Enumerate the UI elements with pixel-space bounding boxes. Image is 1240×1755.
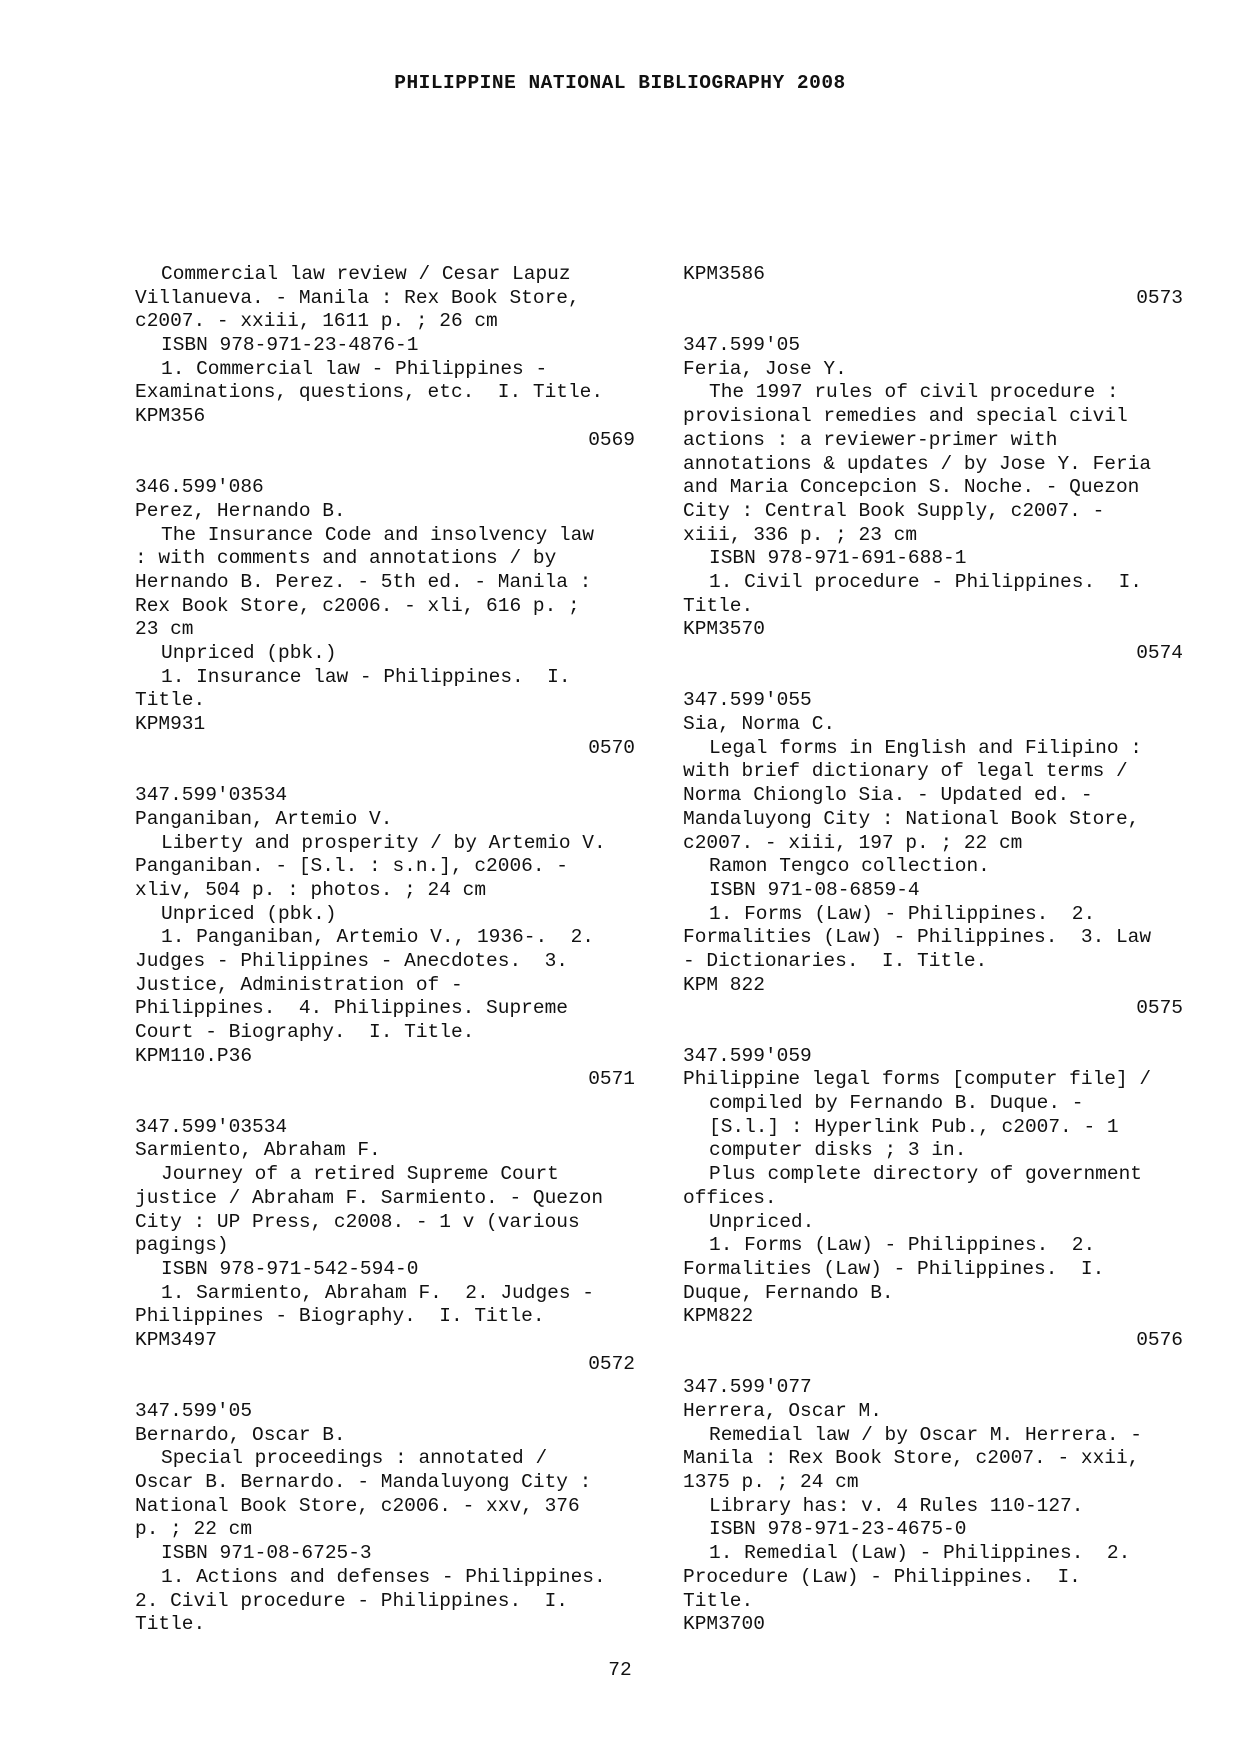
entry-line: KPM3700 bbox=[683, 1613, 765, 1636]
entry-spacer bbox=[135, 760, 635, 784]
entry-line: xiii, 336 p. ; 23 cm bbox=[683, 523, 918, 546]
entry-line: Bernardo, Oscar B. bbox=[135, 1423, 346, 1446]
entry-line: Title. bbox=[135, 689, 206, 712]
entry-line: - Dictionaries. I. Title. bbox=[683, 949, 988, 972]
entry-line: Panganiban. - [S.l. : s.n.], c2006. - bbox=[135, 855, 568, 878]
entry-line: Duque, Fernando B. bbox=[683, 1281, 894, 1304]
entry-line: Remedial law / by Oscar M. Herrera. - bbox=[709, 1423, 1142, 1446]
entry-spacer bbox=[135, 1376, 635, 1400]
entry-line: 1. Insurance law - Philippines. I. bbox=[161, 665, 571, 688]
entry-line: Mandaluyong City : National Book Store, bbox=[683, 807, 1140, 830]
entry-line: Unpriced (pbk.) bbox=[161, 902, 337, 925]
entry-line: Herrera, Oscar M. bbox=[683, 1400, 882, 1422]
entry-number: 0573 bbox=[1136, 286, 1183, 309]
entry-line: 347.599'055 bbox=[683, 689, 812, 712]
entry-line: 347.599'05 bbox=[683, 334, 801, 357]
entry-line: Judges - Philippines - Anecdotes. 3. bbox=[135, 949, 568, 972]
entry-line: [S.l.] : Hyperlink Pub., c2007. - 1 bbox=[709, 1115, 1119, 1138]
entry-line: City : Central Book Supply, c2007. - bbox=[683, 499, 1105, 522]
entry-line: 1. Actions and defenses - Philippines. bbox=[161, 1565, 606, 1588]
entry-number: 0570 bbox=[588, 736, 635, 759]
entry-line: actions : a reviewer-primer with bbox=[683, 428, 1058, 451]
entry-line: Court - Biography. I. Title. bbox=[135, 1021, 475, 1043]
entry-line: Journey of a retired Supreme Court bbox=[161, 1163, 559, 1186]
entry-line: KPM3570 bbox=[683, 618, 765, 641]
entry-line: Rex Book Store, c2006. - xli, 616 p. ; bbox=[135, 594, 580, 617]
entry-line: Oscar B. Bernardo. - Mandaluyong City : bbox=[135, 1471, 592, 1494]
entry-line: Perez, Hernando B. bbox=[135, 499, 346, 522]
bibliography-column-left bbox=[135, 263, 635, 1637]
entry-line: ISBN 971-08-6859-4 bbox=[709, 878, 920, 901]
entry-line: 1. Civil procedure - Philippines. I. bbox=[709, 570, 1142, 593]
entry-line: KPM822 bbox=[683, 1305, 754, 1328]
entry-line: National Book Store, c2006. - xxv, 376 bbox=[135, 1494, 580, 1517]
entry-line: Philippines - Biography. I. Title. bbox=[135, 1305, 545, 1328]
entry-line: Philippines. 4. Philippines. Supreme bbox=[135, 997, 568, 1020]
entry-line: offices. bbox=[683, 1186, 777, 1209]
entry-line: ISBN 971-08-6725-3 bbox=[161, 1542, 372, 1565]
entry-line: Liberty and prosperity / by Artemio V. bbox=[161, 831, 606, 854]
entry-number: 0574 bbox=[1136, 642, 1183, 664]
entry-line: Procedure (Law) - Philippines. I. bbox=[683, 1565, 1081, 1588]
entry-line: Ramon Tengco collection. bbox=[709, 855, 990, 878]
entry-spacer bbox=[135, 1092, 635, 1116]
entry-line: 23 cm bbox=[135, 618, 194, 641]
entry-line: KPM3586 bbox=[683, 263, 765, 285]
page-number: 72 bbox=[608, 1659, 632, 1681]
entry-line: The Insurance Code and insolvency law bbox=[161, 523, 594, 546]
entry-number: 0572 bbox=[588, 1352, 635, 1375]
entry-line: pagings) bbox=[135, 1234, 229, 1257]
entry-line: Manila : Rex Book Store, c2007. - xxii, bbox=[683, 1447, 1140, 1470]
entry-spacer bbox=[683, 310, 1183, 334]
entry-line: 2. Civil procedure - Philippines. I. bbox=[135, 1589, 568, 1612]
entry-line: 347.599'059 bbox=[683, 1044, 812, 1067]
entry-spacer bbox=[683, 666, 1183, 690]
entry-line: Examinations, questions, etc. I. Title. bbox=[135, 381, 604, 404]
entry-number: 0569 bbox=[588, 428, 635, 451]
entry-line: ISBN 978-971-23-4675-0 bbox=[709, 1518, 967, 1541]
entry-spacer bbox=[135, 453, 635, 477]
entry-line: justice / Abraham F. Sarmiento. - Quezon bbox=[135, 1186, 604, 1209]
entry-line: 1. Commercial law - Philippines - bbox=[161, 357, 548, 380]
entry-line: and Maria Concepcion S. Noche. - Quezon bbox=[683, 476, 1140, 499]
entry-line: Norma Chionglo Sia. - Updated ed. - bbox=[683, 784, 1093, 807]
entry-line: 347.599'03534 bbox=[135, 1115, 288, 1138]
entry-line: c2007. - xiii, 197 p. ; 22 cm bbox=[683, 831, 1023, 854]
entry-line: Hernando B. Perez. - 5th ed. - Manila : bbox=[135, 570, 592, 593]
entry-number: 0575 bbox=[1136, 997, 1183, 1020]
entry-line: The 1997 rules of civil procedure : bbox=[709, 381, 1119, 404]
entry-line: computer disks ; 3 in. bbox=[709, 1139, 967, 1162]
entry-line: Villanueva. - Manila : Rex Book Store, bbox=[135, 286, 580, 309]
entry-line: 347.599'03534 bbox=[135, 784, 288, 807]
entry-line: xliv, 504 p. : photos. ; 24 cm bbox=[135, 878, 487, 901]
entry-line: Unpriced (pbk.) bbox=[161, 642, 337, 664]
entry-line: Sia, Norma C. bbox=[683, 713, 836, 736]
entry-line: 347.599'05 bbox=[135, 1400, 253, 1422]
entry-line: c2007. - xxiii, 1611 p. ; 26 cm bbox=[135, 310, 498, 333]
entry-line: Justice, Administration of - bbox=[135, 973, 463, 996]
entry-line: Library has: v. 4 Rules 110-127. bbox=[709, 1494, 1084, 1517]
entry-line: 1. Forms (Law) - Philippines. 2. bbox=[709, 1234, 1096, 1257]
entry-spacer bbox=[683, 1353, 1183, 1377]
entry-line: KPM110.P36 bbox=[135, 1044, 253, 1067]
entry-line: provisional remedies and special civil bbox=[683, 405, 1128, 428]
entry-line: Title. bbox=[683, 1589, 754, 1612]
entry-line: p. ; 22 cm bbox=[135, 1518, 253, 1541]
entry-line: 1. Panganiban, Artemio V., 1936-. 2. bbox=[161, 926, 594, 949]
entry-line: Title. bbox=[135, 1613, 206, 1636]
entry-line: ISBN 978-971-542-594-0 bbox=[161, 1257, 419, 1280]
entry-line: Feria, Jose Y. bbox=[683, 357, 847, 380]
entry-line: Title. bbox=[683, 594, 754, 617]
entry-line: ISBN 978-971-23-4876-1 bbox=[161, 334, 419, 357]
entry-line: Sarmiento, Abraham F. bbox=[135, 1139, 381, 1162]
entry-line: Special proceedings : annotated / bbox=[161, 1447, 548, 1470]
page-header: PHILIPPINE NATIONAL BIBLIOGRAPHY 2008 bbox=[394, 72, 846, 94]
entry-line: KPM 822 bbox=[683, 973, 765, 996]
entry-line: Plus complete directory of government bbox=[709, 1163, 1142, 1186]
entry-number: 0571 bbox=[588, 1068, 635, 1091]
entry-line: compiled by Fernando B. Duque. - bbox=[709, 1092, 1084, 1115]
entry-line: ISBN 978-971-691-688-1 bbox=[709, 547, 967, 570]
entry-line: Philippine legal forms [computer file] / bbox=[683, 1068, 1152, 1091]
entry-line: 1. Remedial (Law) - Philippines. 2. bbox=[709, 1542, 1131, 1565]
entry-line: City : UP Press, c2008. - 1 v (various bbox=[135, 1210, 580, 1233]
entry-line: : with comments and annotations / by bbox=[135, 547, 557, 570]
entry-line: 1. Sarmiento, Abraham F. 2. Judges - bbox=[161, 1281, 594, 1304]
entry-line: Legal forms in English and Filipino : bbox=[709, 736, 1142, 759]
entry-line: 347.599'077 bbox=[683, 1376, 812, 1399]
entry-line: Formalities (Law) - Philippines. I. bbox=[683, 1257, 1105, 1280]
entry-line: KPM3497 bbox=[135, 1328, 217, 1351]
entry-line: 1. Forms (Law) - Philippines. 2. bbox=[709, 902, 1096, 925]
entry-line: Panganiban, Artemio V. bbox=[135, 807, 393, 830]
entry-line: annotations & updates / by Jose Y. Feria bbox=[683, 452, 1152, 475]
bibliography-column-right bbox=[683, 263, 1183, 1637]
entry-line: Unpriced. bbox=[709, 1210, 815, 1233]
entry-number: 0576 bbox=[1136, 1328, 1183, 1351]
entry-line: KPM931 bbox=[135, 713, 206, 736]
entry-line: with brief dictionary of legal terms / bbox=[683, 760, 1128, 783]
entry-line: Commercial law review / Cesar Lapuz bbox=[161, 263, 571, 285]
entry-line: 346.599'086 bbox=[135, 476, 264, 499]
entry-spacer bbox=[683, 1021, 1183, 1045]
entry-line: Formalities (Law) - Philippines. 3. Law bbox=[683, 926, 1152, 949]
entry-line: KPM356 bbox=[135, 405, 206, 428]
entry-line: 1375 p. ; 24 cm bbox=[683, 1471, 859, 1494]
